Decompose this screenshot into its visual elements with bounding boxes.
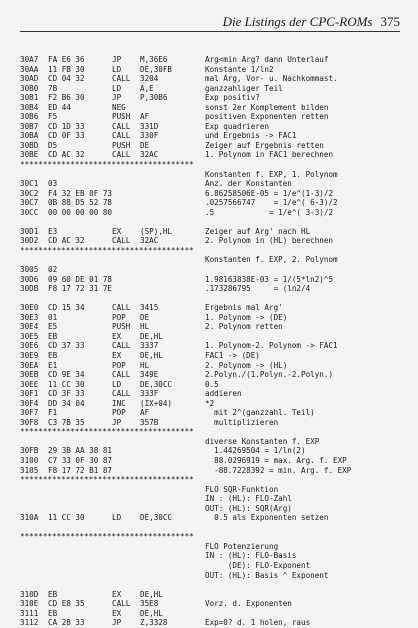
- listing-line: [20, 408, 410, 418]
- hex-bytes-cell: C7 33 0F 30 87: [48, 455, 113, 465]
- mnemonic-cell: PUSH: [112, 112, 131, 122]
- mnemonic-cell: LD: [112, 64, 122, 74]
- hex-bytes-cell: CD 0F 33: [48, 131, 85, 141]
- address-cell: 30B7: [20, 121, 39, 131]
- comment-cell: Konstanten f. EXP, 2. Polynom: [205, 255, 338, 265]
- comment-cell: FLO Potenzierung: [205, 541, 279, 551]
- operand-cell: DE,30FB: [140, 64, 173, 74]
- address-cell: 30AA: [20, 64, 39, 74]
- mnemonic-cell: POP: [112, 408, 126, 418]
- listing-line: [20, 380, 410, 390]
- listing-line: [20, 179, 410, 189]
- comment-cell: 2. Polynom retten: [205, 322, 283, 332]
- operand-cell: 35E8: [140, 599, 159, 609]
- address-cell: 3005: [20, 265, 39, 275]
- comment-cell: Exp positiv?: [205, 93, 260, 103]
- operand-cell: 331D: [140, 121, 159, 131]
- hex-bytes-cell: 0B 88 D5 52 78: [48, 198, 113, 208]
- operand-cell: P,30B6: [140, 93, 168, 103]
- hex-bytes-cell: CD AC 32: [48, 150, 85, 160]
- listing-line: [20, 580, 410, 590]
- operand-cell: Z,3328: [140, 618, 168, 628]
- address-cell: 3105: [20, 465, 39, 475]
- mnemonic-cell: CALL: [112, 599, 131, 609]
- mnemonic-cell: EX: [112, 350, 122, 360]
- mnemonic-cell: JP: [112, 93, 122, 103]
- comment-cell: OUT: (HL): Basis ^ Exponent: [205, 570, 329, 580]
- listing-line: [20, 542, 410, 552]
- hex-bytes-cell: CD 04 32: [48, 74, 85, 84]
- address-cell: 30C1: [20, 179, 39, 189]
- address-cell: 30C7: [20, 198, 39, 208]
- listing-line: [20, 599, 410, 609]
- address-cell: 30F8: [20, 417, 39, 427]
- address-cell: 30BA: [20, 131, 39, 141]
- listing-line: [20, 275, 410, 285]
- hex-bytes-cell: FA E6 36: [48, 55, 85, 64]
- operand-cell: DE,HL: [140, 589, 163, 599]
- hex-bytes-cell: CD 37 33: [48, 341, 85, 351]
- comment-cell: und Ergebnis -> FAC1: [205, 131, 297, 141]
- address-cell: 30DB: [20, 284, 39, 294]
- listing-line: [20, 437, 410, 447]
- comment-cell: Anz. der Konstanten: [205, 179, 292, 189]
- listing-line: [20, 618, 410, 628]
- comment-cell: 1. Polynom in FAC1 berechnen: [205, 150, 334, 160]
- comment-cell: diverse Konstanten f. EXP: [205, 436, 320, 446]
- listing-line: [20, 141, 410, 151]
- operand-cell: (IX+04): [140, 398, 173, 408]
- operand-cell: DE,30CC: [140, 379, 173, 389]
- comment-cell: 1. Polynom-2. Polynom -> FAC1: [205, 341, 338, 351]
- comment-cell: 6.86258506E-05 = 1/e^(1-3)/2: [205, 188, 334, 198]
- hex-bytes-cell: CD E8 35: [48, 599, 85, 609]
- address-cell: 3100: [20, 455, 39, 465]
- hex-bytes-cell: EB: [48, 350, 58, 360]
- comment-cell: .5 = 1/e^( 3-3)/2: [205, 207, 334, 217]
- hex-bytes-cell: 7B: [48, 83, 58, 93]
- listing-line: [20, 284, 410, 294]
- comment-cell: *2: [205, 398, 215, 408]
- operand-cell: DE: [140, 312, 150, 322]
- comment-cell: addieren: [205, 389, 242, 399]
- listing-line: [20, 55, 410, 65]
- mnemonic-cell: CALL: [112, 236, 131, 246]
- hex-bytes-cell: D5: [48, 140, 58, 150]
- listing-line: [20, 93, 410, 103]
- operand-cell: DE,30CC: [140, 513, 173, 523]
- hex-bytes-cell: F1: [48, 408, 58, 418]
- listing-line: [20, 389, 410, 399]
- comment-cell: 2. Polynom -> (HL): [205, 360, 288, 370]
- listing-line: [20, 198, 410, 208]
- mnemonic-cell: LD: [112, 379, 122, 389]
- comment-cell: sonst 2er Komplement bilden: [205, 102, 329, 112]
- listing-line: [20, 609, 410, 619]
- hex-bytes-cell: 02: [48, 265, 58, 275]
- address-cell: 30AD: [20, 74, 39, 84]
- comment-cell: mit 2^(ganzzahl. Teil): [205, 408, 315, 418]
- comment-cell: ganzzahliger Teil: [205, 83, 283, 93]
- hex-bytes-cell: CD 3F 33: [48, 389, 85, 399]
- assembly-listing: [20, 55, 410, 628]
- hex-bytes-cell: 01: [48, 312, 58, 322]
- address-cell: 30E4: [20, 322, 39, 332]
- header-title: Die Listings der CPC-ROMs: [222, 14, 373, 29]
- operand-cell: AF: [140, 408, 150, 418]
- comment-cell: Arg<min Arg? dann Unterlauf: [205, 55, 329, 64]
- listing-line: [20, 112, 410, 122]
- comment-cell: Konstanten f. EXP, 1. Polynom: [205, 169, 338, 179]
- operand-cell: 349E: [140, 370, 159, 380]
- operand-cell: 330F: [140, 131, 159, 141]
- mnemonic-cell: EX: [112, 608, 122, 618]
- comment-cell: (DE): FLO-Exponent: [205, 560, 311, 570]
- operand-cell: HL: [140, 322, 150, 332]
- hex-bytes-cell: 09 60 DE 01 78: [48, 274, 113, 284]
- hex-bytes-cell: EB: [48, 331, 58, 341]
- mnemonic-cell: EX: [112, 589, 122, 599]
- mnemonic-cell: CALL: [112, 370, 131, 380]
- address-cell: 30E5: [20, 331, 39, 341]
- separator-line: **************************************: [20, 532, 194, 542]
- comment-cell: FAC1 -> (DE): [205, 350, 260, 360]
- address-cell: 3111: [20, 608, 39, 618]
- listing-line: [20, 160, 410, 170]
- address-cell: 30BD: [20, 140, 39, 150]
- comment-cell: 1.44269504 = 1/ln(2): [205, 446, 306, 456]
- listing-line: [20, 513, 410, 523]
- operand-cell: 3337: [140, 341, 159, 351]
- listing-line: [20, 427, 410, 437]
- hex-bytes-cell: C3 7B 35: [48, 417, 85, 427]
- address-cell: 30B1: [20, 93, 39, 103]
- address-cell: 30BE: [20, 150, 39, 160]
- hex-bytes-cell: CD 1D 33: [48, 121, 85, 131]
- comment-cell: Konstante 1/ln2: [205, 64, 274, 74]
- operand-cell: 32AC: [140, 236, 159, 246]
- mnemonic-cell: CALL: [112, 389, 131, 399]
- listing-line: [20, 456, 410, 466]
- hex-bytes-cell: 00 00 00 00 80: [48, 207, 113, 217]
- comment-cell: .173286795 = (ln2/4: [205, 284, 311, 294]
- hex-bytes-cell: 29 3B AA 38 81: [48, 446, 113, 456]
- operand-cell: 357B: [140, 417, 159, 427]
- address-cell: 30F4: [20, 398, 39, 408]
- hex-bytes-cell: ED 44: [48, 102, 71, 112]
- mnemonic-cell: PUSH: [112, 140, 131, 150]
- operand-cell: A,E: [140, 83, 154, 93]
- operand-cell: 333F: [140, 389, 159, 399]
- address-cell: 30E6: [20, 341, 39, 351]
- address-cell: 30EE: [20, 379, 39, 389]
- comment-cell: 1.98163838E-03 = 1/(5*ln2)^5: [205, 274, 334, 284]
- mnemonic-cell: INC: [112, 398, 126, 408]
- mnemonic-cell: LD: [112, 513, 122, 523]
- listing-line: [20, 475, 410, 485]
- operand-cell: 3415: [140, 303, 159, 313]
- hex-bytes-cell: CD 15 34: [48, 303, 85, 313]
- comment-cell: Zeiger auf Ergebnis retten: [205, 140, 324, 150]
- mnemonic-cell: LD: [112, 83, 122, 93]
- hex-bytes-cell: 11 CC 30: [48, 513, 85, 523]
- listing-line: [20, 332, 410, 342]
- comment-cell: -88.7228392 = min. Arg. f. EXP: [205, 465, 352, 475]
- address-cell: 30F1: [20, 389, 39, 399]
- hex-bytes-cell: CD AC 32: [48, 236, 85, 246]
- hex-bytes-cell: EB: [48, 589, 58, 599]
- operand-cell: DE,HL: [140, 608, 163, 618]
- comment-cell: Ergebnis mal Arg': [205, 303, 283, 313]
- operand-cell: M,36E6: [140, 55, 168, 64]
- mnemonic-cell: CALL: [112, 131, 131, 141]
- listing-line: [20, 370, 410, 380]
- address-cell: 3112: [20, 618, 39, 628]
- hex-bytes-cell: DD 34 04: [48, 398, 85, 408]
- address-cell: 30CC: [20, 207, 39, 217]
- listing-line: [20, 313, 410, 323]
- listing-line: [20, 74, 410, 84]
- hex-bytes-cell: 11 FB 30: [48, 64, 85, 74]
- address-cell: 30D6: [20, 274, 39, 284]
- listing-line: [20, 265, 410, 275]
- comment-cell: 88.0296919 = max. Arg. f. EXP: [205, 455, 347, 465]
- listing-line: [20, 170, 410, 180]
- listing-line: [20, 303, 410, 313]
- hex-bytes-cell: CD 9E 34: [48, 370, 85, 380]
- comment-cell: IN : (HL): FLO-Basis: [205, 551, 297, 561]
- comment-cell: 1. Polynom -> (DE): [205, 312, 288, 322]
- listing-line: [20, 227, 410, 237]
- listing-line: [20, 341, 410, 351]
- listing-line: [20, 189, 410, 199]
- listing-line: [20, 322, 410, 332]
- address-cell: 30E3: [20, 312, 39, 322]
- operand-cell: (SP),HL: [140, 226, 173, 236]
- comment-cell: FLO SQR-Funktion: [205, 484, 279, 494]
- mnemonic-cell: CALL: [112, 121, 131, 131]
- operand-cell: HL: [140, 360, 150, 370]
- listing-line: [20, 103, 410, 113]
- separator-line: **************************************: [20, 475, 194, 485]
- hex-bytes-cell: 11 CC 30: [48, 379, 85, 389]
- separator-line: **************************************: [20, 427, 194, 437]
- mnemonic-cell: POP: [112, 360, 126, 370]
- hex-bytes-cell: CA 28 33: [48, 618, 85, 628]
- address-cell: 30B0: [20, 83, 39, 93]
- listing-line: [20, 485, 410, 495]
- operand-cell: DE: [140, 140, 150, 150]
- mnemonic-cell: NEG: [112, 102, 126, 112]
- mnemonic-cell: EX: [112, 331, 122, 341]
- mnemonic-cell: CALL: [112, 150, 131, 160]
- listing-line: [20, 217, 410, 227]
- hex-bytes-cell: 03: [48, 179, 58, 189]
- listing-line: [20, 131, 410, 141]
- address-cell: 30EA: [20, 360, 39, 370]
- listing-line: [20, 351, 410, 361]
- comment-cell: OUT: (HL): SQR(Arg): [205, 503, 292, 513]
- listing-line: [20, 418, 410, 428]
- listing-line: [20, 523, 410, 533]
- mnemonic-cell: CALL: [112, 341, 131, 351]
- comment-cell: 0.5: [205, 379, 219, 389]
- operand-cell: DE,HL: [140, 331, 163, 341]
- separator-line: **************************************: [20, 245, 194, 255]
- listing-line: [20, 246, 410, 256]
- operand-cell: DE,HL: [140, 350, 163, 360]
- mnemonic-cell: EX: [112, 226, 122, 236]
- address-cell: 310E: [20, 599, 39, 609]
- listing-line: [20, 571, 410, 581]
- mnemonic-cell: PUSH: [112, 322, 131, 332]
- listing-line: [20, 361, 410, 371]
- comment-cell: .0257566747 = 1/e^( 6-3)/2: [205, 198, 338, 208]
- comment-cell: multiplizieren: [205, 417, 279, 427]
- listing-line: [20, 255, 410, 265]
- mnemonic-cell: POP: [112, 312, 126, 322]
- hex-bytes-cell: E1: [48, 360, 58, 370]
- listing-line: [20, 590, 410, 600]
- address-cell: 310A: [20, 513, 39, 523]
- hex-bytes-cell: E3: [48, 226, 58, 236]
- hex-bytes-cell: E5: [48, 322, 58, 332]
- address-cell: 30C2: [20, 188, 39, 198]
- comment-cell: IN : (HL): FLO-Zahl: [205, 494, 292, 504]
- mnemonic-cell: JP: [112, 55, 122, 64]
- comment-cell: 2.Polyn./(1.Polyn.-2.Polyn.): [205, 370, 334, 380]
- hex-bytes-cell: F8 17 72 B1 87: [48, 465, 113, 475]
- page-header: [0, 14, 400, 30]
- comment-cell: 0.5 als Exponenten setzen: [205, 513, 329, 523]
- listing-line: [20, 551, 410, 561]
- address-cell: 30EB: [20, 370, 39, 380]
- listing-line: [20, 122, 410, 132]
- listing-line: [20, 399, 410, 409]
- listing-line: [20, 494, 410, 504]
- operand-cell: 3204: [140, 74, 159, 84]
- separator-line: **************************************: [20, 160, 194, 170]
- header-rule: [20, 31, 400, 32]
- hex-bytes-cell: F5: [48, 112, 58, 122]
- listing-line: [20, 466, 410, 476]
- hex-bytes-cell: F8 17 72 31 7E: [48, 284, 113, 294]
- hex-bytes-cell: EB: [48, 608, 58, 618]
- operand-cell: AF: [140, 112, 150, 122]
- hex-bytes-cell: F2 B6 30: [48, 93, 85, 103]
- listing-line: [20, 294, 410, 304]
- comment-cell: mal Arg, Vor- u. Nachkommast.: [205, 74, 338, 84]
- comment-cell: Vorz. d. Exponenten: [205, 599, 292, 609]
- comment-cell: Exp=0? d. 1 holen, raus: [205, 618, 311, 628]
- listing-line: [20, 208, 410, 218]
- address-cell: 30D1: [20, 226, 39, 236]
- listing-line: [20, 446, 410, 456]
- listing-line: [20, 150, 410, 160]
- listing-line: [20, 561, 410, 571]
- comment-cell: Zeiger auf Arg' nach HL: [205, 226, 311, 236]
- mnemonic-cell: CALL: [112, 74, 131, 84]
- address-cell: 310D: [20, 589, 39, 599]
- listing-line: [20, 65, 410, 75]
- mnemonic-cell: CALL: [112, 303, 131, 313]
- comment-cell: 2. Polynom in (HL) berechnen: [205, 236, 334, 246]
- address-cell: 30E0: [20, 303, 39, 313]
- address-cell: 30A7: [20, 55, 39, 64]
- listing-line: [20, 84, 410, 94]
- listing-line: [20, 504, 410, 514]
- address-cell: 30FB: [20, 446, 39, 456]
- address-cell: 30B6: [20, 112, 39, 122]
- listing-line: [20, 532, 410, 542]
- operand-cell: 32AC: [140, 150, 159, 160]
- comment-cell: positiven Exponenten retten: [205, 112, 329, 122]
- listing-line: [20, 236, 410, 246]
- page-number: 375: [380, 14, 400, 29]
- mnemonic-cell: JP: [112, 618, 122, 628]
- address-cell: 30D2: [20, 236, 39, 246]
- hex-bytes-cell: F4 32 EB 0F 73: [48, 188, 113, 198]
- address-cell: 30E9: [20, 350, 39, 360]
- address-cell: 30B4: [20, 102, 39, 112]
- comment-cell: Exp quadrieren: [205, 121, 270, 131]
- address-cell: 30F7: [20, 408, 39, 418]
- mnemonic-cell: JP: [112, 417, 122, 427]
